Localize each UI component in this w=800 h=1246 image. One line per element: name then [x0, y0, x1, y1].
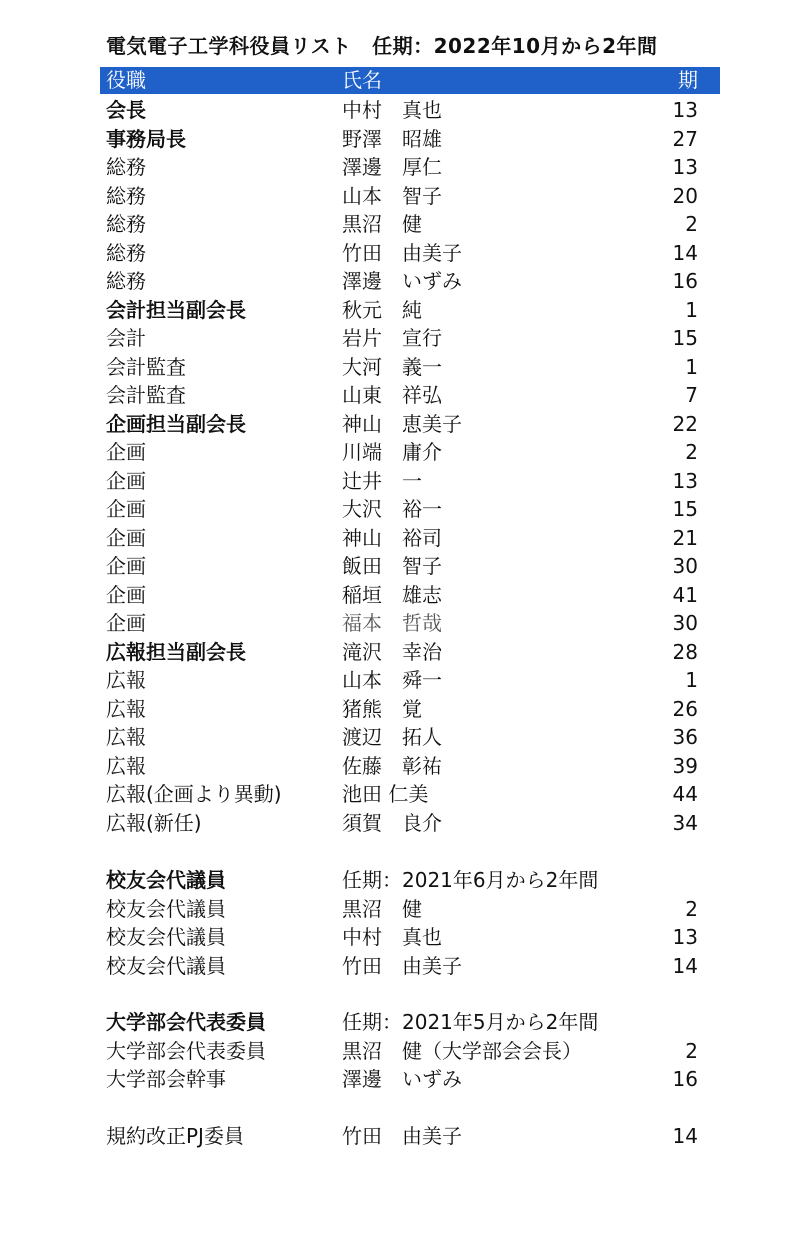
role-cell: 校友会代議員: [106, 868, 226, 892]
role-cell: 校友会代議員: [106, 896, 226, 921]
name-cell: 山東 祥弘: [342, 383, 442, 407]
name-cell: 澤邊 厚仁: [342, 155, 442, 179]
role-cell: 校友会代議員: [106, 925, 226, 949]
term-cell: 44: [672, 782, 698, 806]
table-row: [100, 324, 720, 352]
name-cell: 神山 恵美子: [342, 411, 462, 436]
term-cell: 16: [672, 269, 698, 293]
term-cell: 1: [685, 354, 698, 379]
name-cell: 川端 庸介: [342, 440, 442, 464]
role-cell: 大学部会代表委員: [106, 1038, 266, 1063]
table-row: [100, 1008, 720, 1036]
term-cell: 27: [672, 126, 698, 151]
name-cell: 池田 仁美: [342, 782, 429, 806]
name-cell: 野澤 昭雄: [342, 126, 442, 151]
table-row: [100, 952, 720, 980]
role-cell: 会計: [106, 326, 146, 350]
name-cell: 黒沼 健（大学部会会長）: [342, 1038, 582, 1063]
name-cell: 竹田 由美子: [342, 240, 462, 265]
term-cell: 13: [672, 468, 698, 493]
role-cell: 会長: [106, 98, 146, 122]
role-cell: 総務: [106, 155, 146, 179]
name-cell: 黒沼 健: [342, 212, 422, 236]
role-cell: 会計監査: [106, 354, 186, 379]
table-row: [100, 1037, 720, 1065]
term-cell: 1: [685, 668, 698, 692]
table-row: [100, 1065, 720, 1093]
table-row: [100, 923, 720, 951]
header-name: 氏名: [342, 68, 382, 92]
role-cell: 事務局長: [106, 126, 186, 151]
table-row: [100, 239, 720, 267]
term-cell: 14: [672, 240, 698, 265]
table-row: [100, 780, 720, 808]
role-cell: 校友会代議員: [106, 953, 226, 978]
role-cell: 総務: [106, 183, 146, 208]
role-cell: 企画: [106, 525, 146, 550]
table-row: [100, 267, 720, 295]
term-cell: 2: [685, 440, 698, 464]
role-cell: 総務: [106, 240, 146, 265]
table-row: [100, 182, 720, 210]
term-cell: 22: [672, 411, 698, 436]
term-cell: 13: [672, 925, 698, 949]
table-row: [100, 723, 720, 751]
name-cell: 渡辺 拓人: [342, 725, 442, 749]
name-cell: 秋元 純: [342, 297, 422, 322]
table-row: [100, 495, 720, 523]
table-row: [100, 153, 720, 181]
name-cell: 猪熊 覚: [342, 696, 422, 721]
term-cell: 36: [672, 725, 698, 749]
term-cell: 13: [672, 98, 698, 122]
term-cell: 26: [672, 696, 698, 721]
role-cell: 広報: [106, 725, 146, 749]
table-row: [100, 809, 720, 837]
term-cell: 39: [672, 753, 698, 778]
table-header: [100, 67, 720, 94]
role-cell: 企画: [106, 440, 146, 464]
name-cell: 飯田 智子: [342, 554, 442, 578]
table-row: [100, 353, 720, 381]
table-row: [100, 296, 720, 324]
name-cell: 澤邊 いずみ: [342, 1067, 462, 1091]
name-cell: 神山 裕司: [342, 525, 442, 550]
term-cell: 14: [672, 1124, 698, 1148]
table-row: [100, 666, 720, 694]
role-cell: 広報: [106, 696, 146, 721]
page-title: 電気電子工学科役員リスト 任期：2022年10月から2年間: [106, 34, 658, 58]
name-cell: 黒沼 健: [342, 896, 422, 921]
role-cell: 広報(新任): [106, 810, 202, 835]
table-row: [100, 609, 720, 637]
term-cell: 28: [672, 639, 698, 664]
table-row: [100, 895, 720, 923]
name-cell: 任期：2021年6月から2年間: [342, 868, 599, 892]
table-row: [100, 438, 720, 466]
role-cell: 企画担当副会長: [106, 411, 246, 436]
role-cell: 総務: [106, 269, 146, 293]
name-cell: 山本 舜一: [342, 668, 442, 692]
term-cell: 41: [672, 582, 698, 607]
term-cell: 15: [672, 497, 698, 521]
role-cell: 大学部会代表委員: [106, 1010, 266, 1034]
role-cell: 企画: [106, 468, 146, 493]
name-cell: 辻井 一: [342, 468, 422, 493]
table-row: [100, 125, 720, 153]
role-cell: 総務: [106, 212, 146, 236]
name-cell: 竹田 由美子: [342, 1124, 462, 1148]
name-cell: 滝沢 幸治: [342, 639, 442, 664]
header-role: 役職: [106, 68, 146, 92]
term-cell: 20: [672, 183, 698, 208]
name-cell: 中村 真也: [342, 98, 442, 122]
role-cell: 企画: [106, 582, 146, 607]
table-row: [100, 467, 720, 495]
name-cell: 須賀 良介: [342, 810, 442, 835]
term-cell: 1: [685, 297, 698, 322]
table-row: [100, 695, 720, 723]
name-cell: 任期：2021年5月から2年間: [342, 1010, 599, 1034]
name-cell: 澤邊 いずみ: [342, 269, 462, 293]
term-cell: 2: [685, 1038, 698, 1063]
role-cell: 広報: [106, 753, 146, 778]
table-row: [100, 381, 720, 409]
name-cell: 大河 義一: [342, 354, 442, 379]
table-row: [100, 638, 720, 666]
term-cell: 2: [685, 212, 698, 236]
name-cell: 福本 哲哉: [342, 611, 442, 635]
header-term: 期: [678, 68, 698, 92]
name-cell: 竹田 由美子: [342, 953, 462, 978]
table-row: [100, 210, 720, 238]
table-row: [100, 752, 720, 780]
name-cell: 佐藤 彰祐: [342, 753, 442, 778]
term-cell: 21: [672, 525, 698, 550]
role-cell: 広報: [106, 668, 146, 692]
term-cell: 16: [672, 1067, 698, 1091]
term-cell: 14: [672, 953, 698, 978]
table-row: [100, 96, 720, 124]
role-cell: 企画: [106, 554, 146, 578]
role-cell: 企画: [106, 611, 146, 635]
role-cell: 大学部会幹事: [106, 1067, 226, 1091]
role-cell: 広報(企画より異動): [106, 782, 282, 806]
term-cell: 34: [672, 810, 698, 835]
name-cell: 中村 真也: [342, 925, 442, 949]
term-cell: 30: [672, 554, 698, 578]
table-row: [100, 410, 720, 438]
role-cell: 会計監査: [106, 383, 186, 407]
role-cell: 広報担当副会長: [106, 639, 246, 664]
table-row: [100, 552, 720, 580]
table-row: [100, 581, 720, 609]
term-cell: 13: [672, 155, 698, 179]
table-row: [100, 1122, 720, 1150]
table-row: [100, 524, 720, 552]
role-cell: 規約改正PJ委員: [106, 1124, 244, 1148]
term-cell: 7: [685, 383, 698, 407]
role-cell: 企画: [106, 497, 146, 521]
name-cell: 山本 智子: [342, 183, 442, 208]
term-cell: 2: [685, 896, 698, 921]
term-cell: 30: [672, 611, 698, 635]
name-cell: 稲垣 雄志: [342, 582, 442, 607]
role-cell: 会計担当副会長: [106, 297, 246, 322]
name-cell: 岩片 宣行: [342, 326, 442, 350]
table-row: [100, 866, 720, 894]
term-cell: 15: [672, 326, 698, 350]
name-cell: 大沢 裕一: [342, 497, 442, 521]
